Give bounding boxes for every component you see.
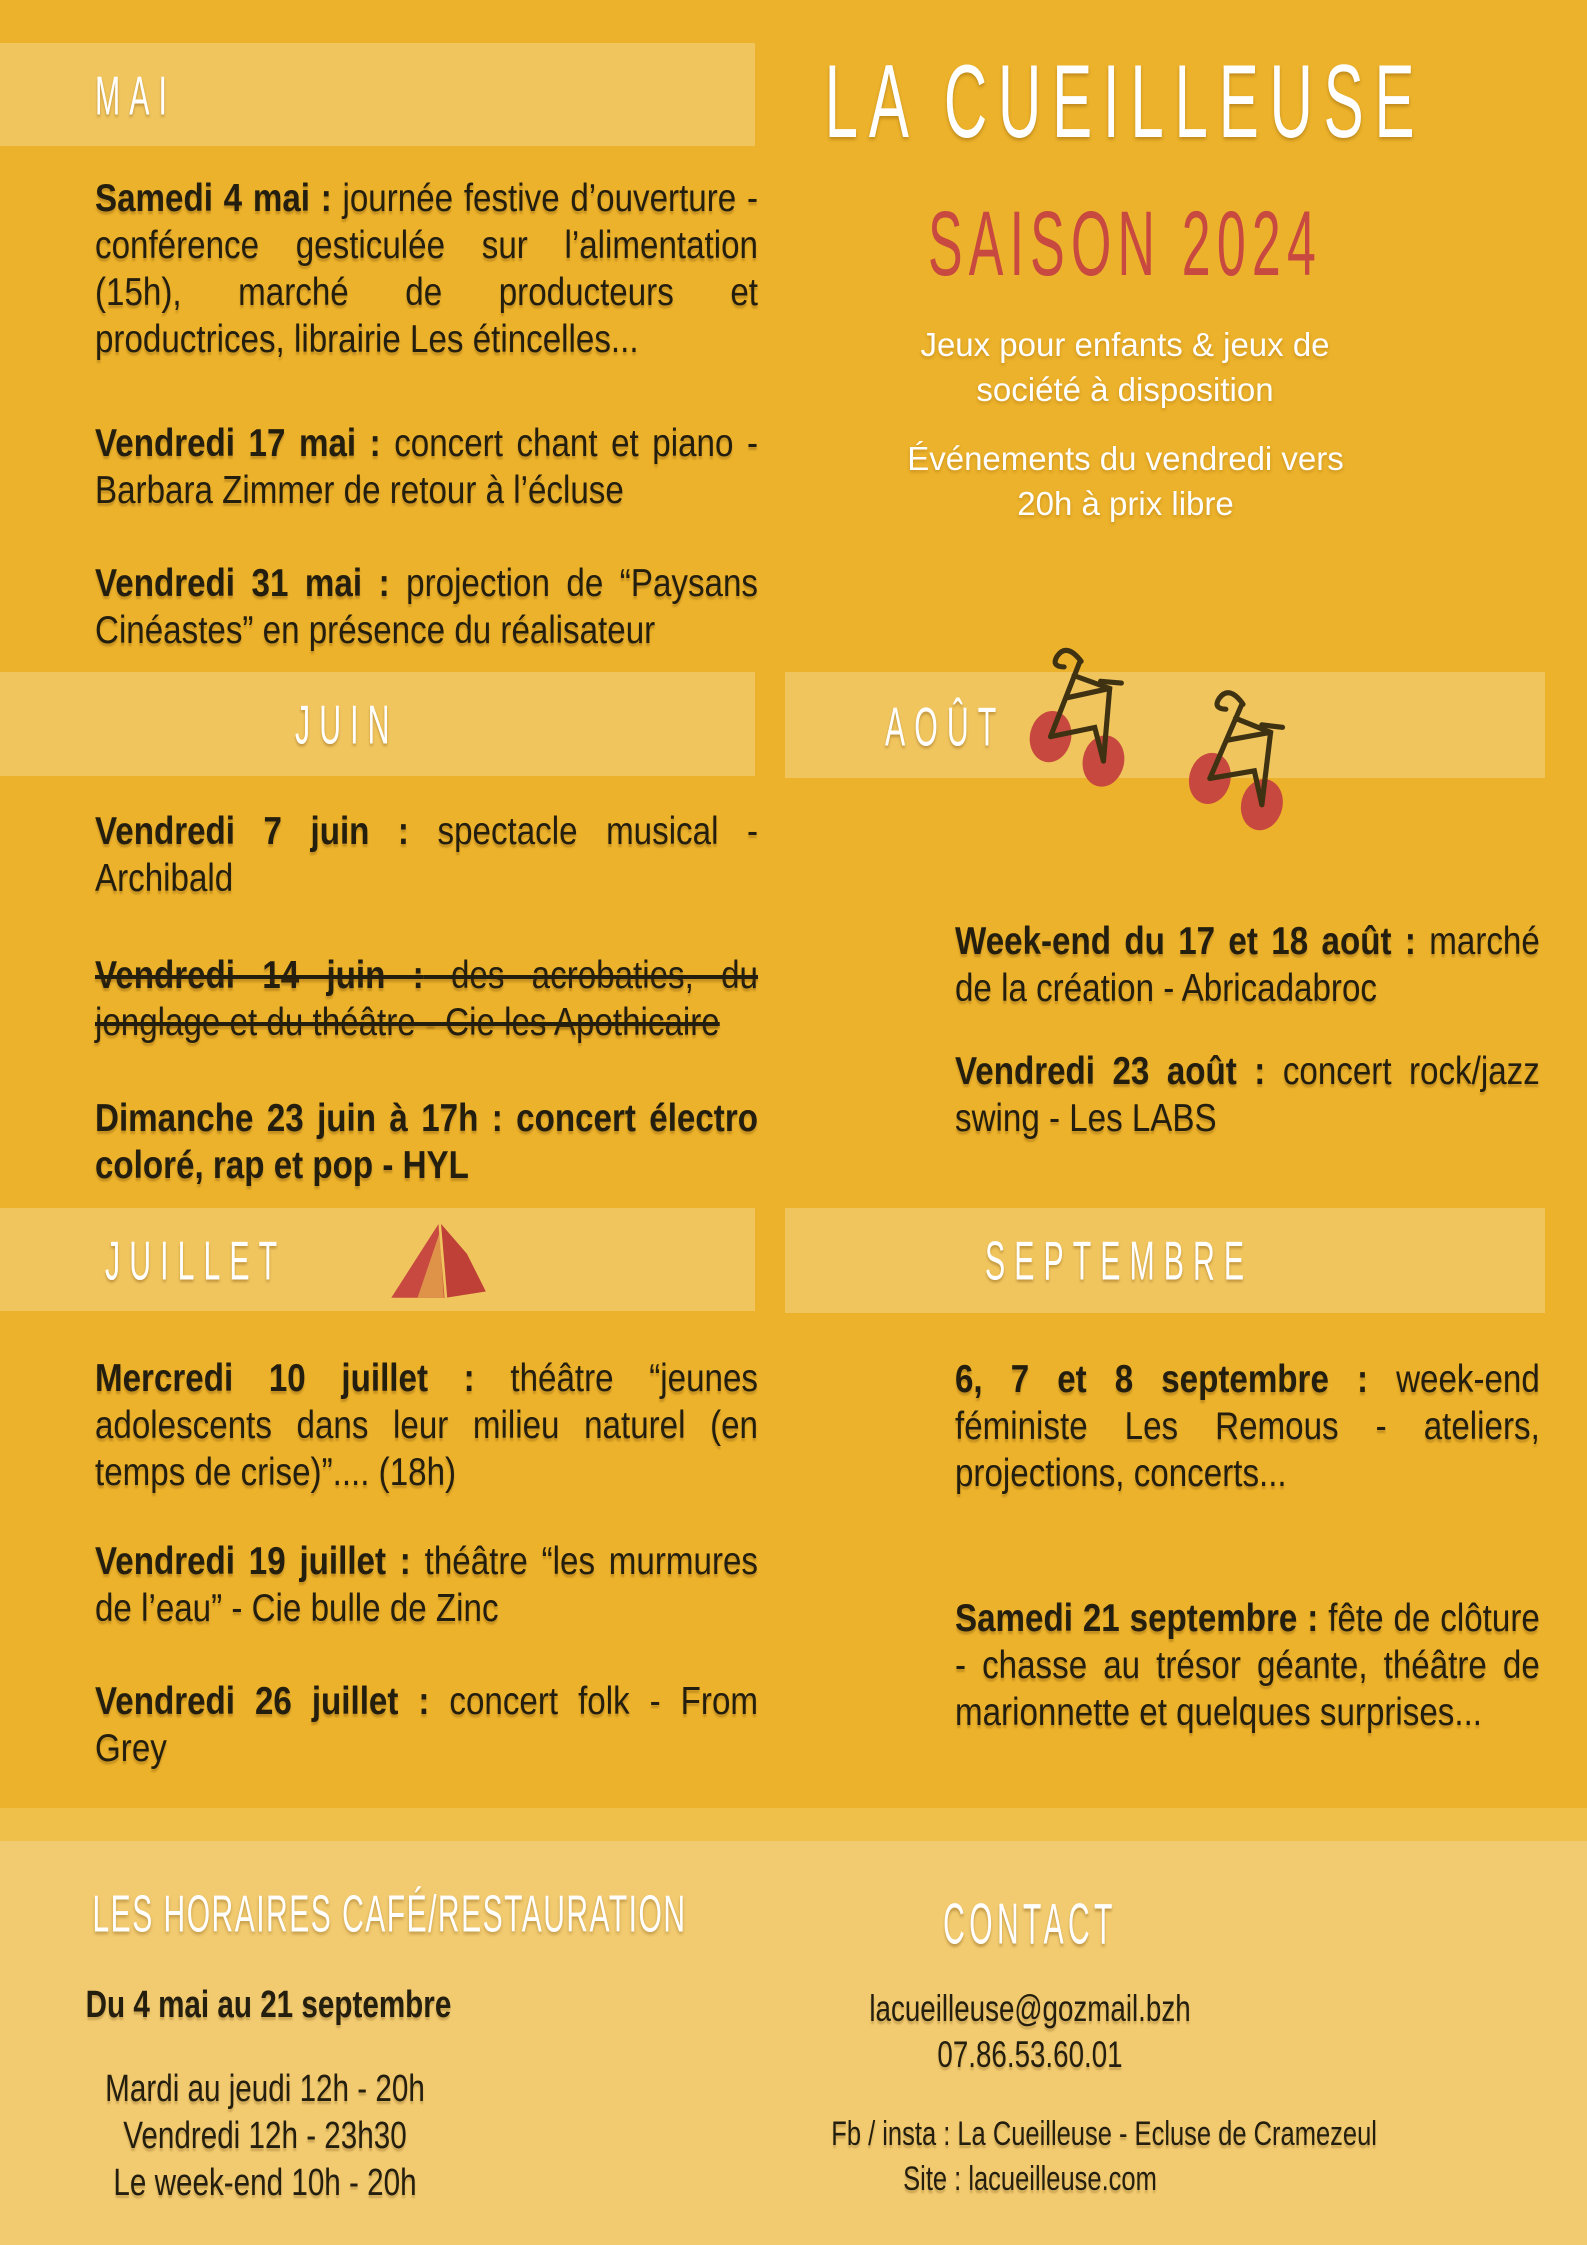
band-aout xyxy=(785,672,1545,778)
event-23-aout xyxy=(955,1048,1540,1142)
horaires-title: LES HORAIRES CAFÉ/RESTAURATION xyxy=(92,1886,687,1944)
month-label-mai: MAI xyxy=(95,65,176,127)
schedule-line: Mardi au jeudi 12h - 20h xyxy=(105,2068,425,2110)
event-date: Vendredi 26 juillet : xyxy=(95,1680,430,1723)
band-mai xyxy=(0,43,755,146)
contact-social: Fb / insta : La Cueilleuse - Ecluse de Cramezeul xyxy=(831,2115,1377,2153)
contact-email: lacueilleuse@gozmail.bzh xyxy=(869,1988,1191,2029)
month-label-juillet: JUILLET xyxy=(105,1230,287,1292)
event-date: Vendredi 17 mai : xyxy=(95,422,381,465)
contact-site: Site : lacueilleuse.com xyxy=(903,2160,1157,2198)
info-friday-events: Événements du vendredi vers 20h à prix libre xyxy=(907,440,1344,522)
contact-phone: 07.86.53.60.01 xyxy=(937,2034,1123,2075)
footer-divider xyxy=(0,1808,1587,1841)
event-date: Vendredi 14 juin : xyxy=(95,954,424,997)
schedule-line: Vendredi 12h - 23h30 xyxy=(123,2115,407,2157)
schedule-line: Le week-end 10h - 20h xyxy=(113,2162,417,2204)
poster-title: LA CUEILLEUSE xyxy=(824,43,1426,159)
event-desc: théâtre “les murmures de l’eau” - Cie bulle de Zinc xyxy=(95,1540,758,1630)
info-games: Jeux pour enfants & jeux de société à disposition xyxy=(920,326,1330,408)
event-date: Vendredi 31 mai : xyxy=(95,562,390,605)
event-21-septembre xyxy=(955,1595,1540,1736)
event-date: Vendredi 19 juillet : xyxy=(95,1540,411,1583)
event-desc: marché de la création - Abricadabroc xyxy=(955,920,1540,1010)
event-26-juillet xyxy=(95,1678,758,1772)
event-17-mai xyxy=(95,420,758,514)
event-17-18-aout xyxy=(955,918,1540,1012)
event-desc: théâtre “jeunes adolescents dans leur milieu naturel (en temps de crise)”.... (18h) xyxy=(95,1357,758,1494)
event-date: Samedi 21 septembre : xyxy=(955,1597,1319,1640)
month-label-septembre: SEPTEMBRE xyxy=(985,1230,1254,1292)
event-desc: concert rock/jazz swing - Les LABS xyxy=(955,1050,1540,1140)
event-desc: spectacle musical - Archibald xyxy=(95,810,758,900)
event-date: 6, 7 et 8 septembre : xyxy=(955,1358,1369,1401)
band-septembre xyxy=(785,1208,1545,1313)
horaires-date-range: Du 4 mai au 21 septembre xyxy=(85,1984,452,2026)
event-date: Dimanche 23 juin à 17h : xyxy=(95,1097,503,1140)
event-date: Samedi 4 mai : xyxy=(95,177,332,220)
event-23-juin xyxy=(95,1095,758,1189)
event-4-mai xyxy=(95,175,758,363)
event-14-juin-cancelled xyxy=(95,952,758,1046)
event-desc: des acrobaties, du jonglage et du théâtre - Cie les Apothicaire xyxy=(95,954,758,1044)
month-label-juin: JUIN xyxy=(295,694,399,756)
event-desc: concert chant et piano - Barbara Zimmer de retour à l’écluse xyxy=(95,422,758,512)
event-10-juillet xyxy=(95,1355,758,1496)
band-juin xyxy=(0,672,755,776)
event-date: Mercredi 10 juillet : xyxy=(95,1357,475,1400)
event-7-juin xyxy=(95,808,758,902)
event-31-mai xyxy=(95,560,758,654)
event-desc: fête de clôture - chasse au trésor géante, théâtre de marionnette et quelques surprises... xyxy=(955,1597,1540,1734)
event-desc: concert folk - From Grey xyxy=(95,1680,758,1770)
horaires-schedule xyxy=(86,2066,445,2207)
contact-details xyxy=(831,1986,1229,2078)
contact-title: CONTACT xyxy=(943,1893,1117,1957)
event-date: Vendredi 23 août : xyxy=(955,1050,1266,1093)
band-juillet xyxy=(0,1208,755,1311)
contact-links xyxy=(831,2112,1377,2202)
event-desc: week-end féministe Les Remous - ateliers, projections, concerts... xyxy=(955,1358,1540,1495)
event-desc: projection de “Paysans Cinéastes” en présence du réalisateur xyxy=(95,562,758,652)
event-6-7-8-septembre xyxy=(955,1356,1540,1497)
event-desc: journée festive d’ouverture - conférence gesticulée sur l’alimentation (15h), marché de producteurs et productrices, librairie Les étincelles... xyxy=(95,177,758,361)
event-19-juillet xyxy=(95,1538,758,1632)
tent-icon xyxy=(385,1218,490,1302)
event-date: Week-end du 17 et 18 août : xyxy=(955,920,1416,963)
event-desc: concert électro coloré, rap et pop - HYL xyxy=(95,1097,758,1187)
month-label-aout: AOÛT xyxy=(885,696,1006,758)
event-date: Vendredi 7 juin : xyxy=(95,810,409,853)
season-subtitle: SAISON 2024 xyxy=(927,193,1323,296)
